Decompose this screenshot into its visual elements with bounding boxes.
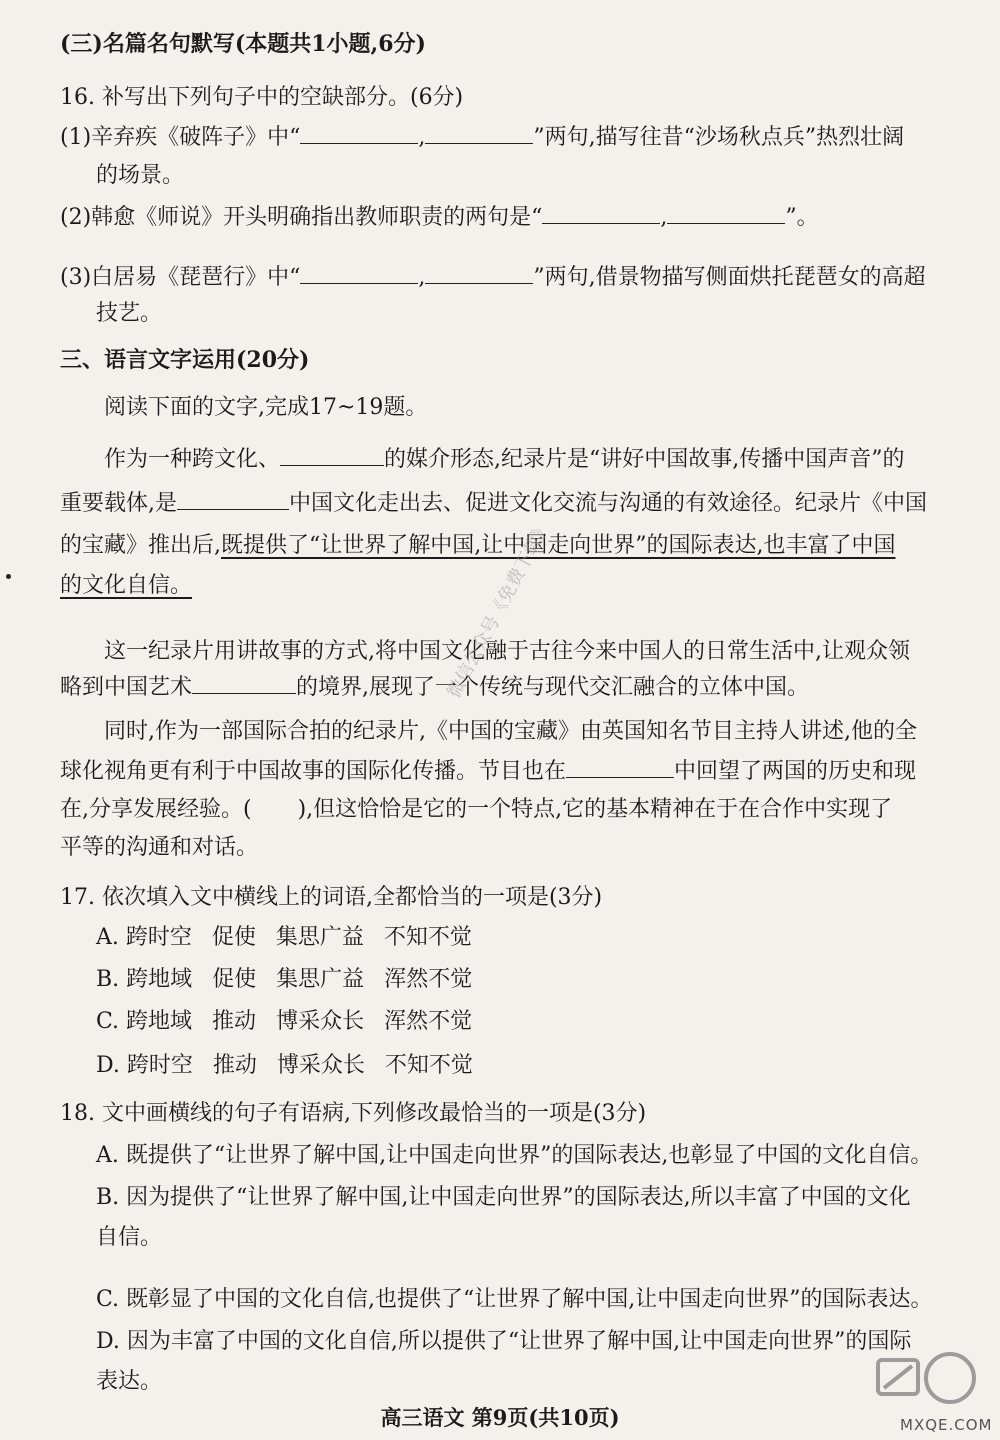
underlined-sentence: 既提供了“让世界了解中国,让中国走向世界”的国际表达,也丰富了中国 [221, 533, 896, 558]
blank[interactable] [280, 445, 384, 466]
page-footer: 高三语文 第9页(共10页) [380, 1405, 620, 1430]
blank[interactable] [300, 123, 418, 144]
q16-part1: (1)辛弃疾《破阵子》中“ , ”两句,描写往昔“沙场秋点兵”热烈壮阔 [60, 125, 905, 150]
passage-line: 在,分享发展经验。( ),但这恰恰是它的一个特点,它的基本精神在于在合作中实现了 [60, 797, 893, 822]
q16-part2: (2)韩愈《师说》开头明确指出教师职责的两句是“ , ”。 [60, 205, 819, 230]
q18-stem: 18. 文中画横线的句子有语病,下列修改最恰当的一项是(3分) [60, 1101, 647, 1126]
passage-line: 重要载体,是 中国文化走出去、促进文化交流与沟通的有效途径。纪录片《中国 [60, 491, 928, 516]
q17-stem: 17. 依次填入文中横线上的词语,全都恰当的一项是(3分) [60, 885, 603, 910]
part3-title: 三、语言文字运用(20分) [60, 347, 310, 373]
blank[interactable] [425, 263, 533, 284]
q18-option-b[interactable]: B. 因为提供了“让世界了解中国,让中国走向世界”的国际表达,所以丰富了中国的文化 [96, 1185, 911, 1210]
passage-line: 这一纪录片用讲故事的方式,将中国文化融于古往今来中国人的日常生活中,让观众领 [104, 639, 910, 664]
blank[interactable] [177, 489, 289, 510]
logo-text: MXQE.COM [900, 1416, 993, 1434]
passage-line: 的宝藏》推出后,既提供了“让世界了解中国,让中国走向世界”的国际表达,也丰富了中国 [60, 533, 896, 558]
blank[interactable] [667, 203, 785, 224]
blank[interactable] [192, 673, 296, 694]
blank[interactable] [300, 263, 418, 284]
watermark: 微信公众号《免费下载》 [443, 517, 556, 702]
q16-part3-cont: 技艺。 [96, 301, 163, 326]
q16-stem: 16. 补写出下列句子中的空缺部分。(6分) [60, 85, 464, 110]
q18-option-d-cont: 表达。 [96, 1369, 163, 1394]
q18-option-b-cont: 自信。 [96, 1225, 163, 1250]
q17-option-c[interactable]: C. 跨地域 推动 博采众长 浑然不觉 [96, 1009, 473, 1034]
q18-option-a[interactable]: A. 既提供了“让世界了解中国,让中国走向世界”的国际表达,也彰显了中国的文化自信。 [96, 1143, 933, 1168]
passage-line: 平等的沟通和对话。 [60, 835, 259, 860]
passage-line: 作为一种跨文化、 的媒介形态,纪录片是“讲好中国故事,传播中国声音”的 [104, 447, 905, 472]
blank[interactable] [425, 123, 533, 144]
instructions: 阅读下面的文字,完成17~19题。 [104, 395, 428, 420]
passage-line: 略到中国艺术 的境界,展现了一个传统与现代交汇融合的立体中国。 [60, 675, 810, 700]
section3-title: (三)名篇名句默写(本题共1小题,6分) [60, 31, 426, 57]
blank[interactable] [566, 757, 674, 778]
q16-part3: (3)白居易《琵琶行》中“ , ”两句,借景物描写侧面烘托琵琶女的高超 [60, 265, 926, 290]
margin-dot [6, 574, 11, 579]
q16-part1-cont: 的场景。 [96, 163, 185, 188]
blank[interactable] [542, 203, 660, 224]
q17-option-d[interactable]: D. 跨时空 推动 博采众长 不知不觉 [96, 1053, 473, 1078]
q17-option-a[interactable]: A. 跨时空 促使 集思广益 不知不觉 [96, 925, 472, 950]
q18-option-c[interactable]: C. 既彰显了中国的文化自信,也提供了“让世界了解中国,让中国走向世界”的国际表达。 [96, 1287, 933, 1312]
q17-option-b[interactable]: B. 跨地域 促使 集思广益 浑然不觉 [96, 967, 473, 992]
passage-line: 球化视角更有利于中国故事的国际化传播。节目也在 中回望了两国的历史和现 [60, 759, 917, 784]
underlined-sentence: 的文化自信。 [60, 573, 193, 598]
passage-line: 同时,作为一部国际合拍的纪录片,《中国的宝藏》由英国知名节目主持人讲述,他的全 [104, 719, 917, 744]
q18-option-d[interactable]: D. 因为丰富了中国的文化自信,所以提供了“让世界了解中国,让中国走向世界”的国际 [96, 1329, 912, 1354]
